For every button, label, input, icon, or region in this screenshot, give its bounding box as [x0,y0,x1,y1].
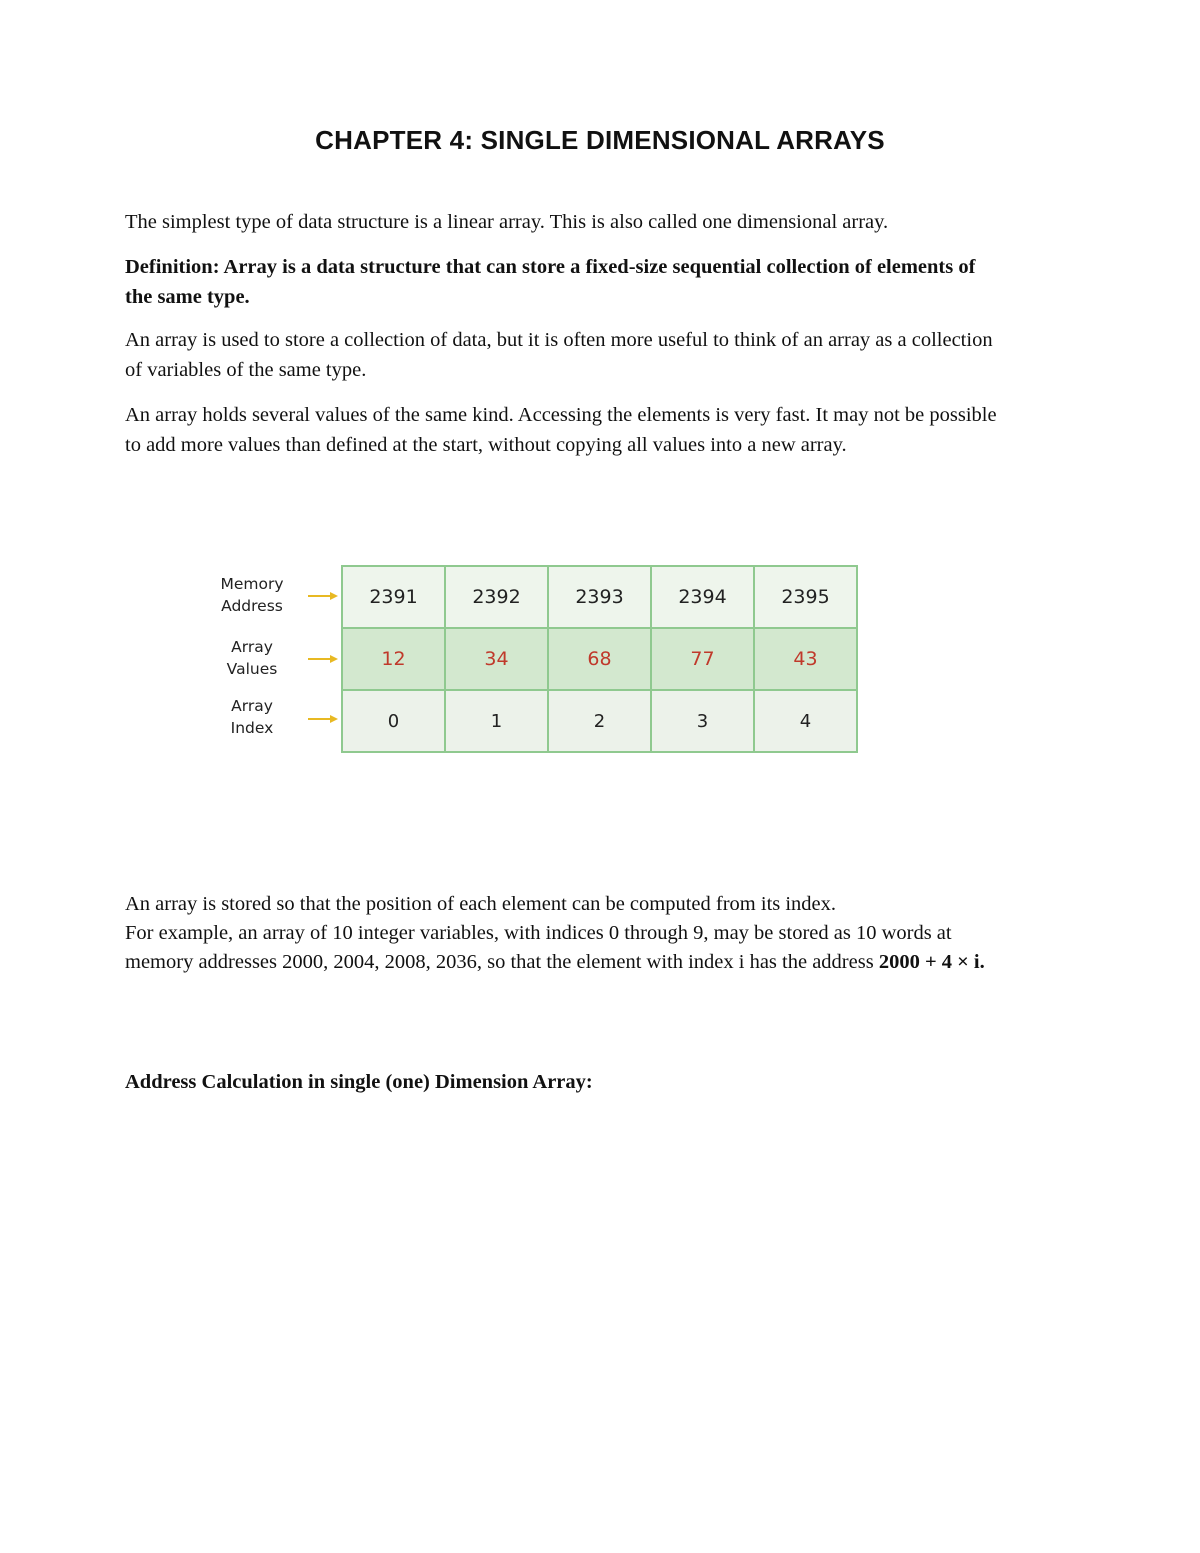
array-value-cell: 77 [651,628,754,690]
stored-line-1: An array is stored so that the position of each element can be computed from its index. [125,893,837,915]
array-values-label-line2: Values [226,660,278,678]
memory-address-cell: 2393 [548,566,651,628]
array-index-cell: 1 [445,690,548,752]
address-formula: 2000 + 4 × i. [878,951,985,973]
holds-line-2: to add more values than defined at the start, without copying all values into a new array. [125,434,847,456]
memory-address-cell: 2395 [754,566,857,628]
memory-address-cell: 2394 [651,566,754,628]
definition-line-1: Definition: Array is a data structure that can store a fixed-size sequential collection of elements of [125,256,976,278]
memory-address-label-line1: Memory [220,575,284,593]
arrow-right-icon [308,591,338,601]
array-index-label-line1: Array [231,697,273,715]
array-values-label [200,636,304,680]
array-index-cell: 3 [651,690,754,752]
page-title: CHAPTER 4: SINGLE DIMENSIONAL ARRAYS [315,125,885,156]
array-values-row [342,628,857,690]
array-values-label-line1: Array [231,638,273,656]
memory-address-cell: 2391 [342,566,445,628]
arrow-right-icon [308,654,338,664]
array-memory-diagram [200,548,880,768]
array-index-row [342,690,857,752]
memory-address-label [200,573,304,617]
array-index-cell: 0 [342,690,445,752]
array-value-cell: 43 [754,628,857,690]
array-value-cell: 12 [342,628,445,690]
section-heading: Address Calculation in single (one) Dimension Array: [125,1071,593,1093]
stored-paragraph [125,890,1120,977]
array-value-cell: 68 [548,628,651,690]
stored-line-3-text: memory addresses 2000, 2004, 2008, 2036, so that the element with index i has the address [125,951,879,973]
definition-paragraph [125,252,1120,312]
arrow-right-icon [308,714,338,724]
intro-paragraph: The simplest type of data structure is a linear array. This is also called one dimensional array. [125,211,889,233]
array-index-cell: 2 [548,690,651,752]
memory-address-row [342,566,857,628]
array-index-cell: 4 [754,690,857,752]
collection-line-1: An array is used to store a collection of data, but it is often more useful to think of an array as a collection [125,329,993,351]
stored-line-3 [125,948,1120,977]
collection-line-2: of variables of the same type. [125,359,367,381]
array-table [341,565,858,753]
array-index-label-line2: Index [230,719,274,737]
memory-address-label-line2: Address [221,597,283,615]
memory-address-cell: 2392 [445,566,548,628]
holds-line-1: An array holds several values of the same kind. Accessing the elements is very fast. It may not be possible [125,404,997,426]
stored-line-2: For example, an array of 10 integer variables, with indices 0 through 9, may be stored as 10 words at [125,922,952,944]
holds-paragraph [125,400,1120,460]
definition-line-2: the same type. [125,286,250,308]
array-index-label [200,695,304,739]
array-value-cell: 34 [445,628,548,690]
collection-paragraph [125,325,1120,385]
